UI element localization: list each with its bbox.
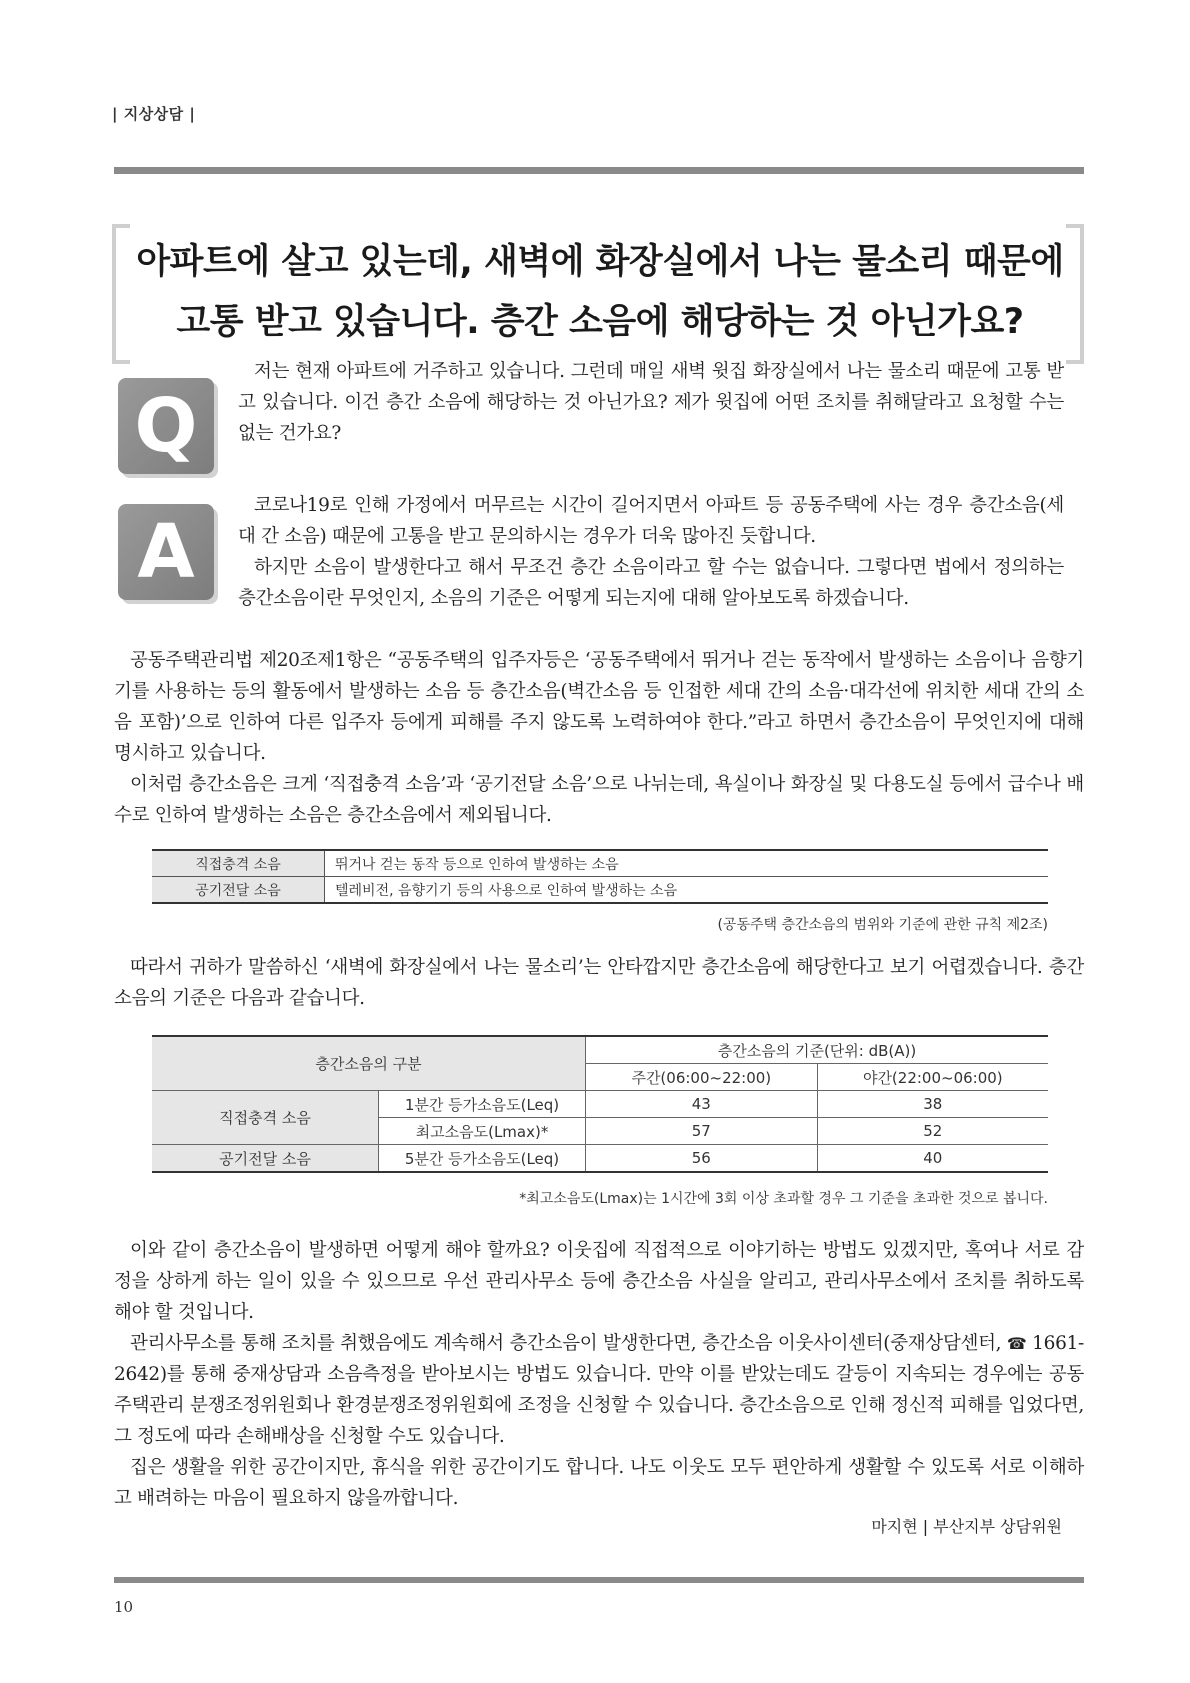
- answer-paragraph-2: [238, 552, 1064, 614]
- noise-standard-table: [152, 1035, 1048, 1173]
- table-source: (공동주택 층간소음의 범위와 기준에 관한 규칙 제2조): [717, 917, 1048, 933]
- title-line-1: 아파트에 살고 있는데, 새벽에 화장실에서 나는 물소리 때문에: [136, 242, 1064, 282]
- header-standard: 층간소음의 기준(단위: dB(A)): [586, 1036, 1049, 1064]
- answer-p1-text: 코로나19로 인해 가정에서 머무르는 시간이 길어지면서 아파트 등 공동주택에 사는 경우 층간소음(세대 간 소음) 때문에 고통을 받고 문의하시는 경우가 더욱 많아진 듯합니다.: [238, 495, 1064, 547]
- table-row: [152, 850, 1048, 877]
- answer-paragraph-3: [114, 645, 1084, 769]
- metric-cell: 최고소음도(Lmax)*: [379, 1118, 586, 1145]
- header-day: 주간(06:00~22:00): [586, 1064, 818, 1091]
- day-value-cell: 57: [586, 1118, 818, 1145]
- paragraph-6: [114, 1235, 1084, 1328]
- paragraph-7: [114, 1328, 1084, 1452]
- p7a-text: 관리사무소를 통해 조치를 취했음에도 계속해서 층간소음이 발생한다면, 층간소음 이웃사이센터(중재상담센터,: [130, 1333, 1002, 1354]
- metric-cell: 1분간 등가소음도(Leq): [379, 1091, 586, 1118]
- table-footnote: *최고소음도(Lmax)는 1시간에 3회 이상 초과할 경우 그 기준을 초과한 것으로 봅니다.: [519, 1191, 1048, 1207]
- p8-text: 집은 생활을 위한 공간이지만, 휴식을 위한 공간이기도 합니다. 나도 이웃도 모두 편안하게 생활할 수 있도록 서로 이해하고 배려하는 마음이 필요하지 않을까합니다.: [114, 1457, 1084, 1509]
- airborne-label: 공기전달 소음: [152, 1145, 379, 1173]
- answer-paragraph-4: [114, 769, 1084, 831]
- day-value-cell: 43: [586, 1091, 818, 1118]
- answer-p4-text: 이처럼 층간소음은 크게 ‘직접충격 소음’과 ‘공기전달 소음’으로 나뉘는데, 욕실이나 화장실 및 다용도실 등에서 급수나 배수로 인하여 발생하는 소음은 층간소음에서 제외됩니다.: [114, 774, 1084, 826]
- table-row: [152, 1091, 1048, 1118]
- p5-text: 따라서 귀하가 말씀하신 ‘새벽에 화장실에서 나는 물소리’는 안타깝지만 층간소음에 해당한다고 보기 어렵겠습니다. 층간소음의 기준은 다음과 같습니다.: [114, 957, 1084, 1009]
- p6-text: 이와 같이 층간소음이 발생하면 어떻게 해야 할까요? 이웃집에 직접적으로 이야기하는 방법도 있겠지만, 혹여나 서로 감정을 상하게 하는 일이 있을 수 있으므로 우선 관리사무소 등에 층간소음 사실을 알리고, 관리사무소에서 조치를 취하도록 해야 할 것입니다.: [114, 1240, 1084, 1323]
- page-number: 10: [114, 1598, 134, 1616]
- author-signature: 마지현 | 부산지부 상담위원: [871, 1517, 1062, 1536]
- title-bracket-left: [112, 224, 130, 364]
- day-value-cell: 56: [586, 1145, 818, 1173]
- table-cell-label: 직접충격 소음: [152, 850, 325, 877]
- section-tag: | 지상상담 |: [112, 105, 196, 123]
- metric-cell: 5분간 등가소음도(Leq): [379, 1145, 586, 1173]
- noise-type-table: [152, 849, 1048, 904]
- answer-paragraph-1: [238, 490, 1064, 552]
- night-value-cell: 40: [817, 1145, 1048, 1173]
- table-header-row: [152, 1036, 1048, 1064]
- p7b-text: 1661-2642)를 통해 중재상담과 소음측정을 받아보시는 방법도 있습니다. 만약 이를 받았는데도 갈등이 지속되는 경우에는 공동주택관리 분쟁조정위원회나 환경분쟁조정위원회에 조정을 신청할 수 있습니다. 층간소음으로 인해 정신적 피해를 입었다면, 그 정도에 따라 손해배상을 신청할 수도 있습니다.: [114, 1333, 1084, 1447]
- answer-p3-text: 공동주택관리법 제20조제1항은 “공동주택의 입주자등은 ‘공동주택에서 뛰거나 걷는 동작에서 발생하는 소음이나 음향기기를 사용하는 등의 활동에서 발생하는 소음 등 층간소음(벽간소음 등 인접한 세대 간의 소음·대각선에 위치한 세대 간의 소음 포함)’으로 인하여 다른 입주자 등에게 피해를 주지 않도록 노력하여야 한다.”라고 하면서 층간소음이 무엇인지에 대해 명시하고 있습니다.: [114, 650, 1084, 764]
- header-category: 층간소음의 구분: [152, 1036, 586, 1091]
- bottom-divider: [114, 1577, 1084, 1583]
- paragraph-8: [114, 1452, 1084, 1514]
- article-title: [130, 232, 1070, 352]
- direct-impact-label: 직접충격 소음: [152, 1091, 379, 1145]
- question-badge: Q: [118, 378, 214, 474]
- phone-icon: ☎: [1006, 1334, 1027, 1353]
- table-cell-desc: 뛰거나 걷는 동작 등으로 인하여 발생하는 소음: [325, 850, 1049, 877]
- header-night: 야간(22:00~06:00): [817, 1064, 1048, 1091]
- question-text: [238, 356, 1064, 449]
- answer-p2-text: 하지만 소음이 발생한다고 해서 무조건 층간 소음이라고 할 수는 없습니다. 그렇다면 법에서 정의하는 층간소음이란 무엇인지, 소음의 기준은 어떻게 되는지에 대해 알아보도록 하겠습니다.: [238, 557, 1064, 609]
- table-cell-desc: 텔레비전, 음향기기 등의 사용으로 인하여 발생하는 소음: [325, 877, 1049, 904]
- answer-badge: A: [118, 504, 214, 600]
- table-row: [152, 1145, 1048, 1173]
- night-value-cell: 52: [817, 1118, 1048, 1145]
- question-body: 저는 현재 아파트에 거주하고 있습니다. 그런데 매일 새벽 윗집 화장실에서 나는 물소리 때문에 고통 받고 있습니다. 이건 층간 소음에 해당하는 것 아닌가요? 제가 윗집에 어떤 조치를 취해달라고 요청할 수는 없는 건가요?: [238, 361, 1064, 444]
- title-line-2: 고통 받고 있습니다. 층간 소음에 해당하는 것 아닌가요?: [176, 302, 1024, 342]
- night-value-cell: 38: [817, 1091, 1048, 1118]
- paragraph-5: [114, 952, 1084, 1014]
- top-divider: [114, 167, 1084, 174]
- table-cell-label: 공기전달 소음: [152, 877, 325, 904]
- table-row: [152, 877, 1048, 904]
